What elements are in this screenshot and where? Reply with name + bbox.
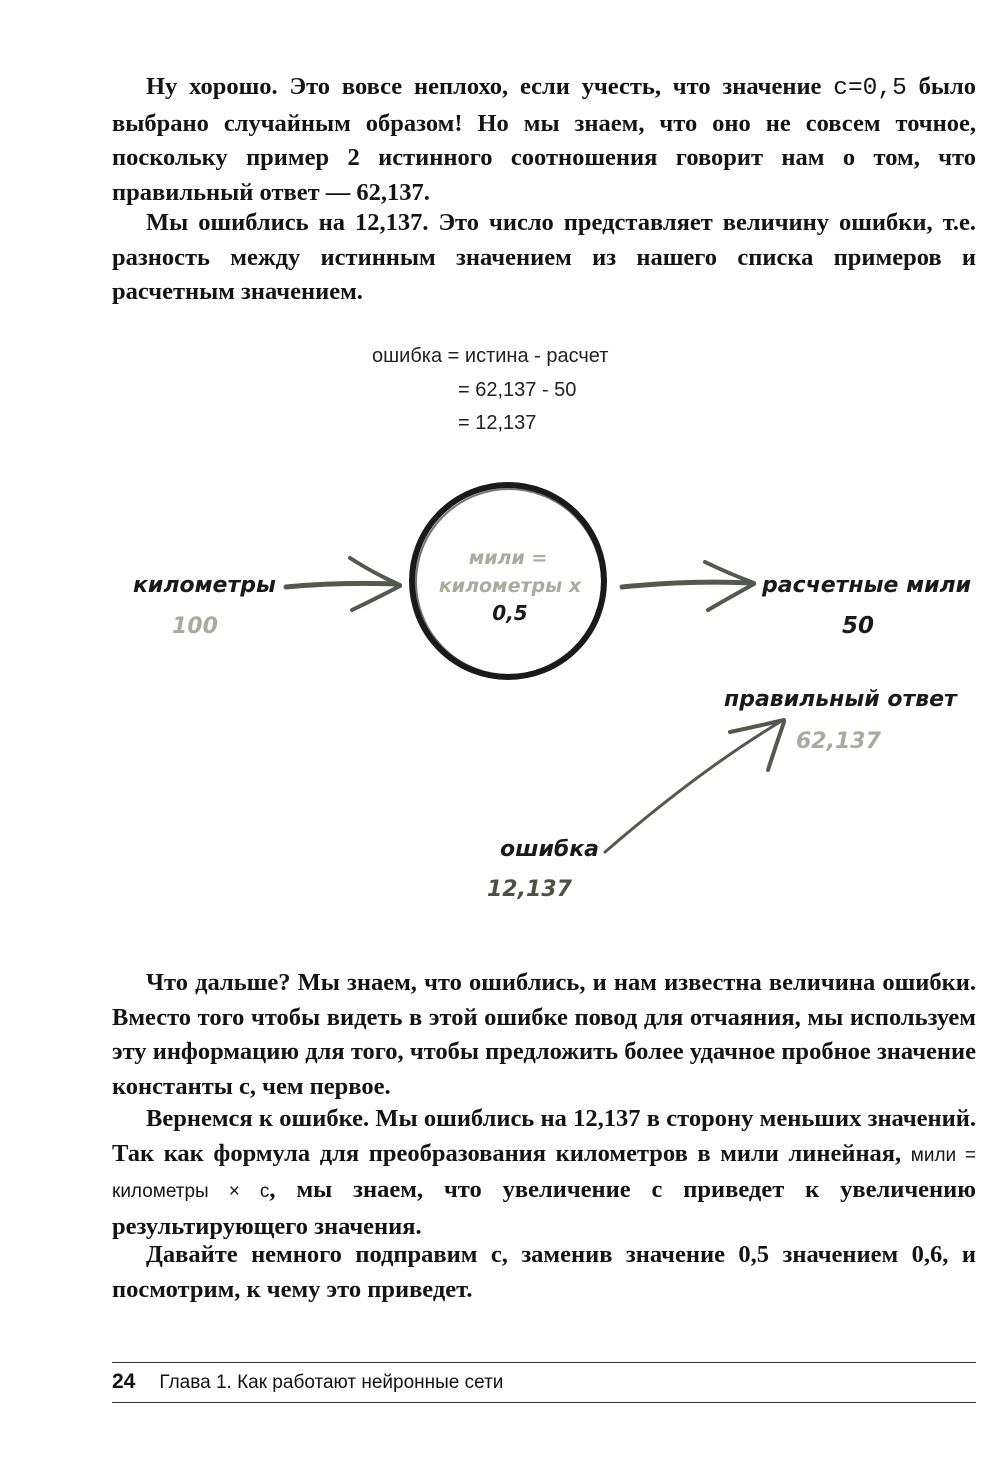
node-text-line-2: километры x xyxy=(438,575,582,597)
footer-rule-bottom xyxy=(112,1402,976,1403)
input-label: километры xyxy=(133,573,276,598)
paragraph-4: Вернемся к ошибке. Мы ошиблись на 12,137 в сторону меньших значений. Так как формула для преобразования километров в мили линейная, мили = километры × c, мы знаем, что увеличение c приведет к увеличению результирующего значения. xyxy=(112,1105,977,1240)
paragraph-5: Давайте немного подправим c, заменив значение 0,5 значением 0,6, и посмотрим, к чему это приведет. xyxy=(112,1241,976,1303)
inline-formula: мили = километры × c xyxy=(112,1144,976,1202)
formula-line-3: = 12,137 xyxy=(458,412,537,434)
chapter-title: Глава 1. Как работают нейронные сети xyxy=(159,1372,504,1393)
error-label: ошибка xyxy=(500,837,600,862)
input-arrow xyxy=(286,558,400,610)
error-diagram xyxy=(0,470,1000,910)
emphasis: ошибки xyxy=(839,209,927,236)
output-label: расчетные мили xyxy=(762,573,972,598)
output-value: 50 xyxy=(842,613,875,639)
paragraph-1: Ну хорошо. Это вовсе неплохо, если учесть, что значение c=0,5 было выбрано случайным образом! Но мы знаем, что оно не совсем точное, поскольку пример 2 истинного соотношения говорит нам о том, что правильный ответ — 62,137. xyxy=(112,73,976,206)
inline-code: c=0,5 xyxy=(833,75,907,102)
formula-line-2: = 62,137 - 50 xyxy=(458,378,577,401)
node-text-line-1: мили = xyxy=(468,547,548,569)
input-value: 100 xyxy=(172,614,218,639)
correct-answer-label: правильный ответ xyxy=(724,687,957,712)
node-text-line-3: 0,5 xyxy=(492,601,528,625)
error-value: 12,137 xyxy=(487,877,572,902)
error-formula xyxy=(372,340,608,441)
error-arrow xyxy=(605,720,784,852)
page-number: 24 xyxy=(112,1370,136,1393)
output-arrow xyxy=(622,562,754,610)
footer-rule-top xyxy=(112,1362,976,1363)
paragraph-2: Мы ошиблись на 12,137. Это число представляет величину ошибки, т.е. разность между истинным значением из нашего списка примеров и расчетным значением. xyxy=(112,209,976,305)
formula-line-1: ошибка = истина - расчет xyxy=(372,345,609,367)
paragraph-3: Что дальше? Мы знаем, что ошиблись, и нам известна величина ошибки. Вместо того чтобы видеть в этой ошибке повод для отчаяния, мы используем эту информацию для того, чтобы предложить более удачное пробное значение константы c, чем первое. xyxy=(112,969,976,1100)
correct-answer-value: 62,137 xyxy=(796,729,881,754)
page-footer xyxy=(112,1370,503,1394)
